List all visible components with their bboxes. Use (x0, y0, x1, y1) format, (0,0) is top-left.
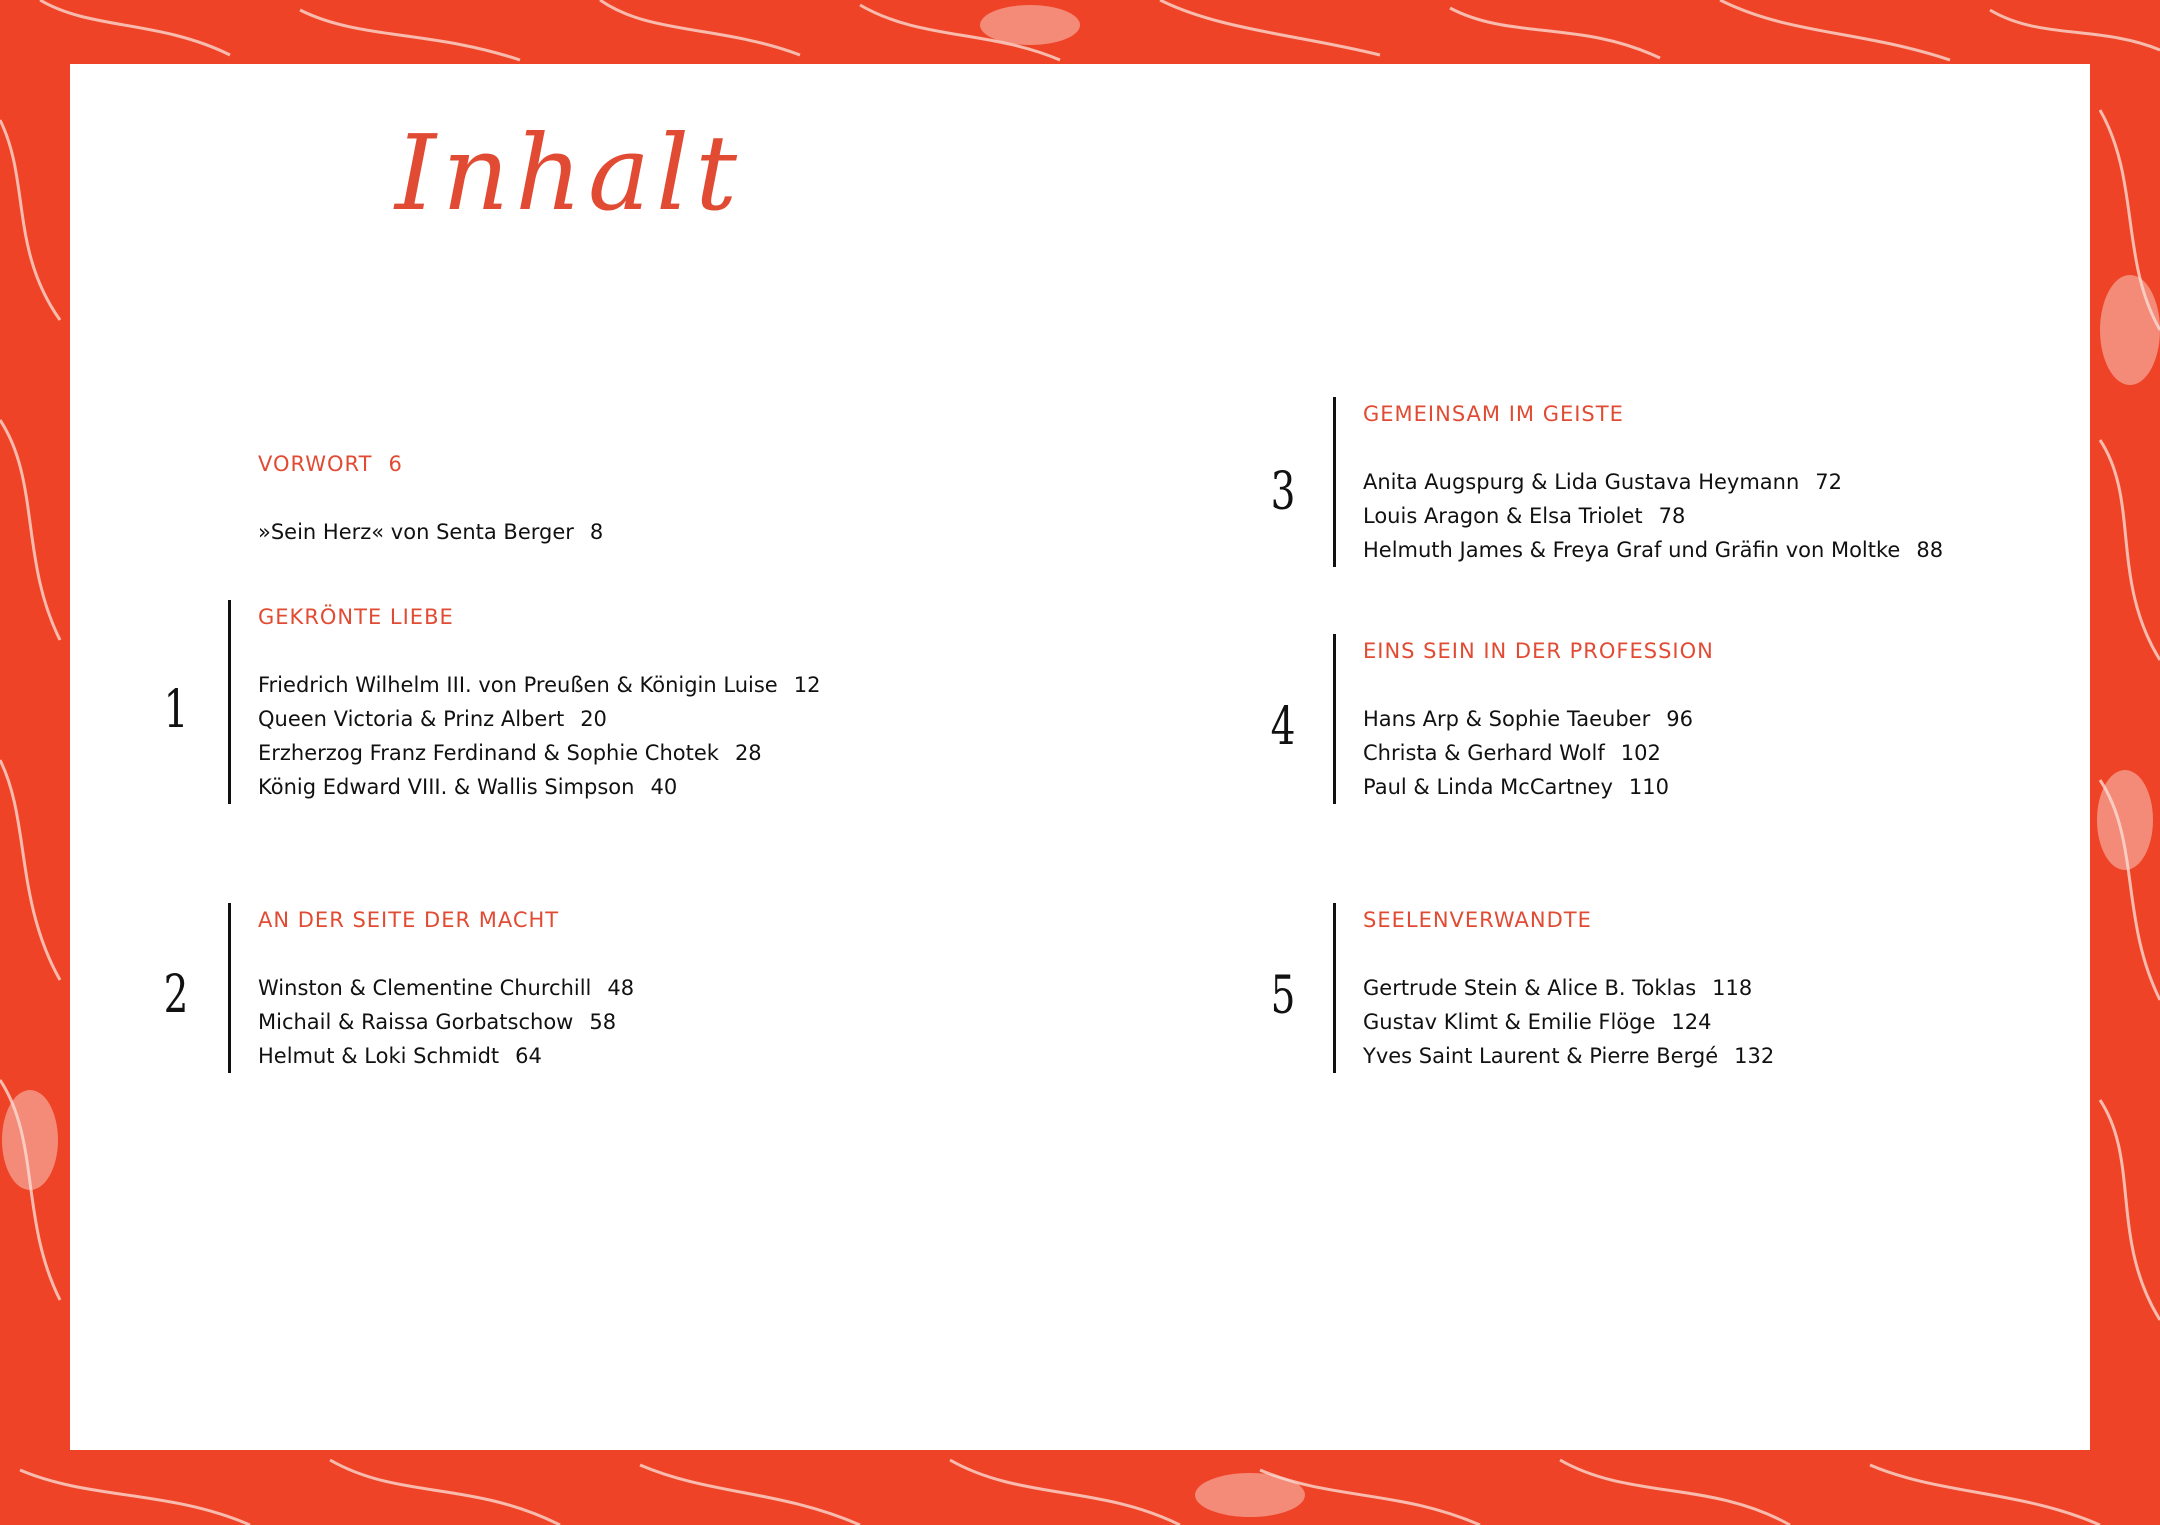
toc-entry: Gustav Klimt & Emilie Flöge 124 (1363, 1010, 1712, 1034)
toc-chapter-5 (1333, 903, 1774, 1073)
toc-entry: »Sein Herz« von Senta Berger 8 (258, 520, 604, 544)
chapter-divider-line (1333, 903, 1336, 1073)
chapter-heading: GEMEINSAM IM GEISTE (1363, 402, 1624, 426)
toc-section-vorwort (258, 447, 603, 549)
toc-entry: Michail & Raissa Gorbatschow 58 (258, 1010, 617, 1034)
toc-chapter-1 (228, 600, 820, 804)
chapter-divider-line (1333, 634, 1336, 804)
toc-entry: Yves Saint Laurent & Pierre Bergé 132 (1363, 1044, 1775, 1068)
toc-entry: Helmuth James & Freya Graf und Gräfin von Moltke 88 (1363, 538, 1944, 562)
toc-entry: Queen Victoria & Prinz Albert 20 (258, 707, 607, 731)
toc-entry: Paul & Linda McCartney 110 (1363, 775, 1669, 799)
chapter-number-2: 2 (163, 965, 189, 1025)
section-heading: VORWORT 6 (258, 452, 403, 476)
chapter-heading: GEKRÖNTE LIEBE (258, 605, 454, 629)
chapter-divider-line (1333, 397, 1336, 567)
chapter-number-1: 1 (163, 680, 189, 740)
toc-entry: Erzherzog Franz Ferdinand & Sophie Chotek 28 (258, 741, 762, 765)
toc-entry: Friedrich Wilhelm III. von Preußen & Königin Luise 12 (258, 673, 821, 697)
toc-entry: Louis Aragon & Elsa Triolet 78 (1363, 504, 1686, 528)
toc-chapter-2 (228, 903, 634, 1073)
chapter-number-5: 5 (1270, 966, 1296, 1026)
toc-entry: Gertrude Stein & Alice B. Toklas 118 (1363, 976, 1753, 1000)
toc-entry: Helmut & Loki Schmidt 64 (258, 1044, 542, 1068)
toc-entry: Winston & Clementine Churchill 48 (258, 976, 635, 1000)
chapter-divider-line (228, 600, 231, 804)
toc-chapter-3 (1333, 397, 1943, 567)
chapter-heading: SEELENVERWANDTE (1363, 908, 1592, 932)
toc-entry: König Edward VIII. & Wallis Simpson 40 (258, 775, 678, 799)
chapter-number-3: 3 (1270, 462, 1296, 522)
chapter-number-4: 4 (1270, 697, 1296, 757)
page-title: Inhalt (395, 112, 744, 234)
chapter-heading: AN DER SEITE DER MACHT (258, 908, 560, 932)
toc-page (70, 64, 2090, 1450)
toc-entry: Christa & Gerhard Wolf 102 (1363, 741, 1661, 765)
toc-entry: Hans Arp & Sophie Taeuber 96 (1363, 707, 1693, 731)
toc-chapter-4 (1333, 634, 1714, 804)
chapter-divider-line (228, 903, 231, 1073)
toc-entry: Anita Augspurg & Lida Gustava Heymann 72 (1363, 470, 1843, 494)
chapter-heading: EINS SEIN IN DER PROFESSION (1363, 639, 1714, 663)
